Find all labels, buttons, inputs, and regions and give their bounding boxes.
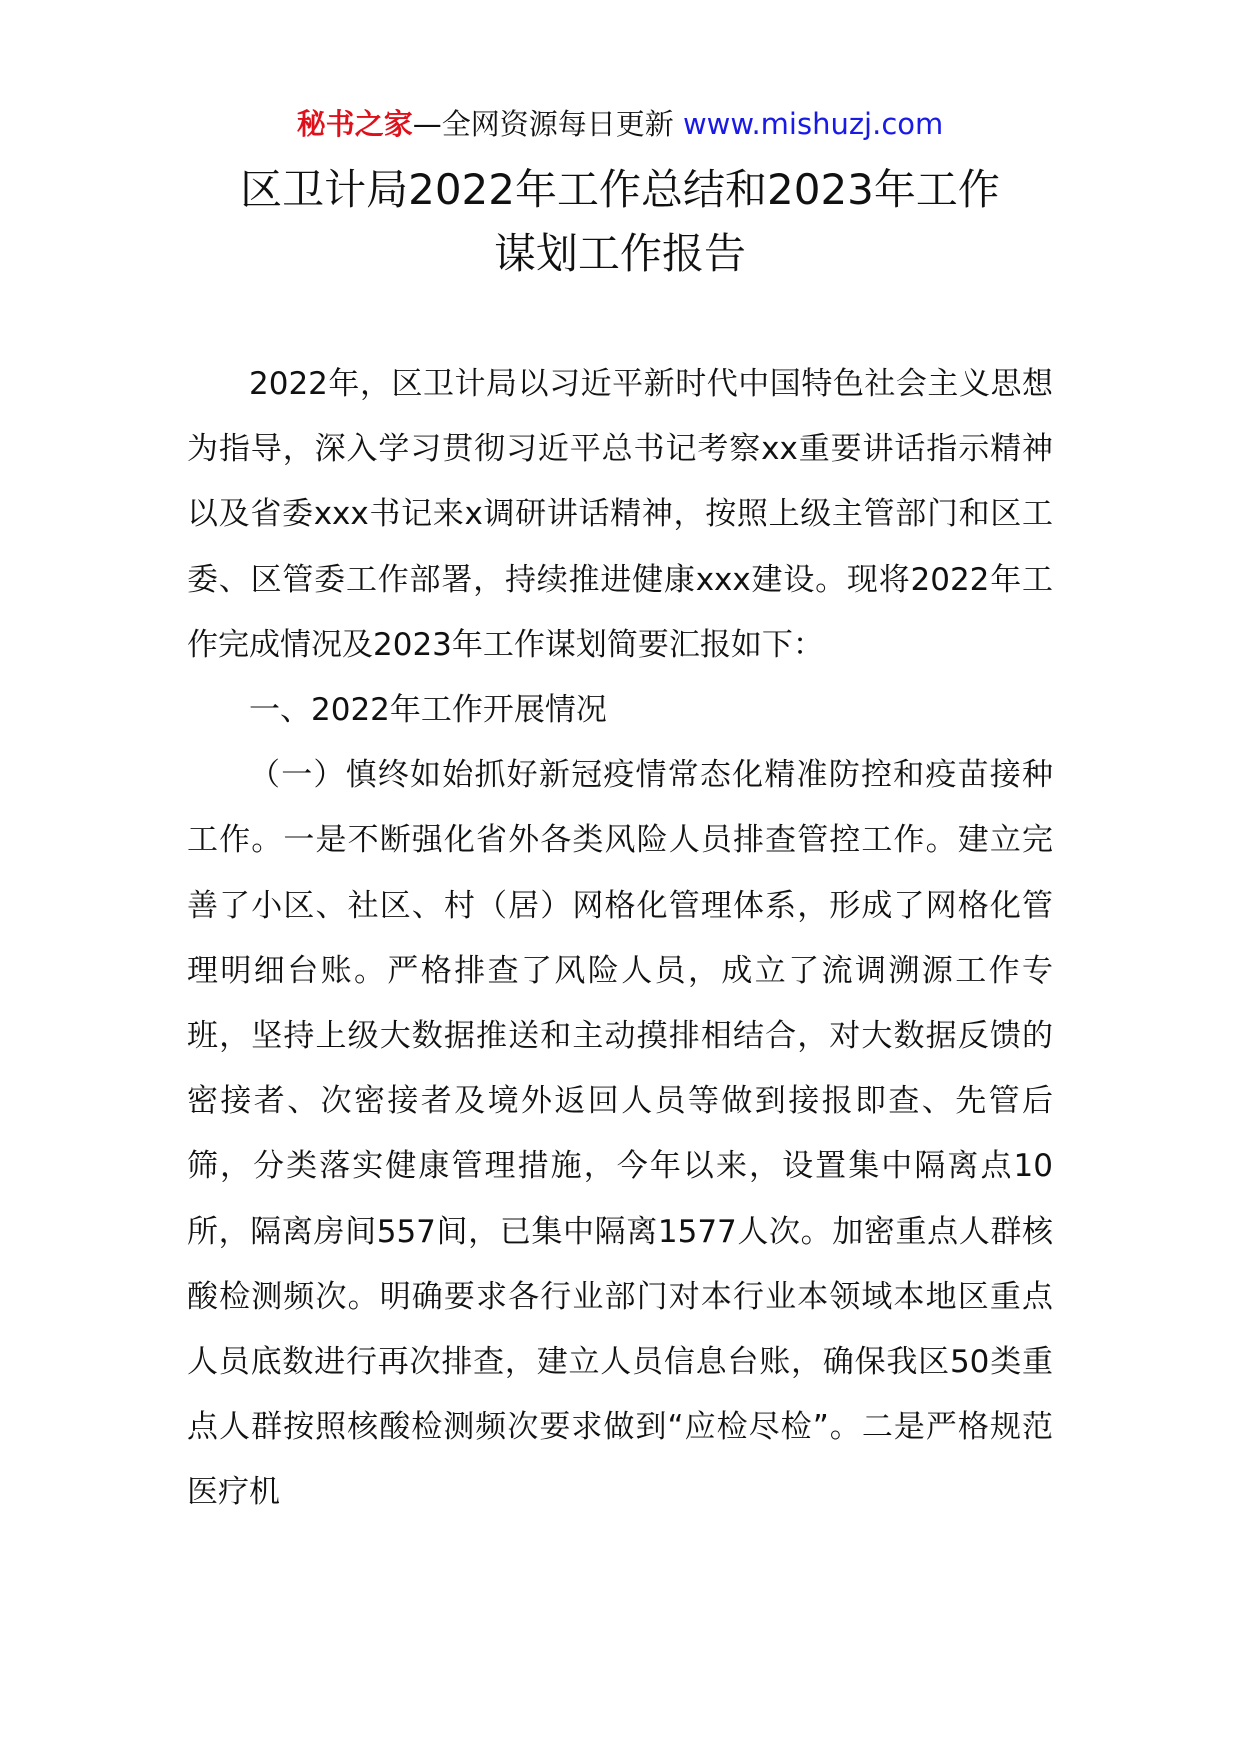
body-paragraph: （一）慎终如始抓好新冠疫情常态化精准防控和疫苗接种工作。一是不断强化省外各类风险人员排查管控工作。建立完善了小区、社区、村（居）网格化管理体系，形成了网格化管理明细台账。严格排查了风险人员，成立了流调溯源工作专班，坚持上级大数据推送和主动摸排相结合，对大数据反馈的密接者、次密接者及境外返回人员等做到接报即查、先管后筛，分类落实健康管理措施，今年以来，设置集中隔离点10所，隔离房间557间，已集中隔离1577人次。加密重点人群核酸检测频次。明确要求各行业部门对本行业本领域本地区重点人员底数进行再次排查，建立人员信息台账，确保我区50类重点人群按照核酸检测频次要求做到“应检尽检”。二是严格规范医疗机 — [187, 757, 1053, 1511]
document-body — [187, 352, 1053, 1526]
title-line-1: 区卫计局2022年工作总结和2023年工作 — [240, 165, 1000, 214]
site-url-link[interactable]: www.mishuzj.com — [682, 107, 944, 141]
brand-name: 秘书之家 — [296, 107, 413, 141]
header-slogan: —全网资源每日更新 — [412, 107, 683, 141]
section-heading: 一、2022年工作开展情况 — [249, 692, 607, 729]
title-line-2: 谋划工作报告 — [493, 229, 746, 278]
intro-paragraph: 2022年，区卫计局以习近平新时代中国特色社会主义思想为指导，深入学习贯彻习近平总书记考察xx重要讲话指示精神以及省委xxx书记来x调研讲话精神，按照上级主管部门和区工委、区管委工作部署，持续推进健康xxx建设。现将2022年工作完成情况及2023年工作谋划简要汇报如下： — [187, 366, 1053, 663]
document-title — [170, 158, 1070, 286]
site-header — [0, 100, 1240, 148]
